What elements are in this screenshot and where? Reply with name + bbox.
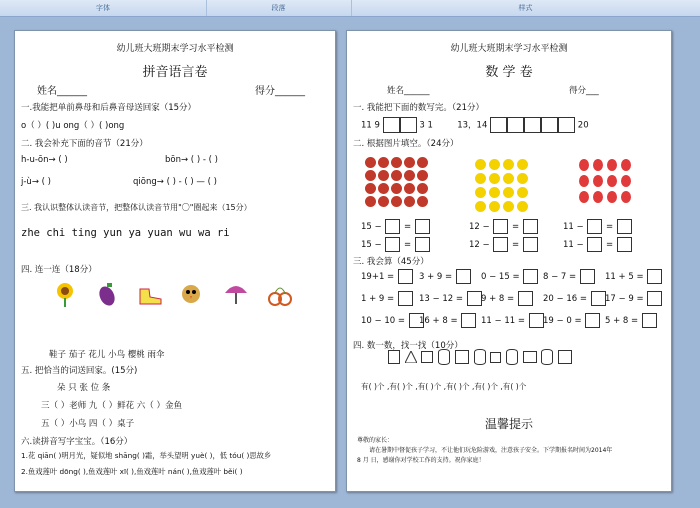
strawberry-icon <box>579 175 589 187</box>
picture-equation-row <box>361 219 431 234</box>
calc-item <box>543 291 607 306</box>
answer-box[interactable] <box>529 313 544 328</box>
apple-icon <box>404 157 415 168</box>
eq-label: 11 − <box>563 222 584 232</box>
chick-icon <box>503 187 514 198</box>
strawberry-icon <box>593 191 603 203</box>
strawberry-icon <box>579 191 589 203</box>
apple-icon <box>404 170 415 181</box>
apples-picture <box>365 157 428 207</box>
answer-box[interactable] <box>507 117 524 133</box>
right-q3-heading: 三. 我会算（45分） <box>353 257 429 267</box>
left-q6-row1: 1.花 qiān( )明月光，疑似地 shāng( )霜，举头望明 yuè( )，低 tóu( )思故乡 <box>21 451 272 460</box>
strawberry-icon <box>579 159 589 171</box>
calc-item <box>361 269 414 284</box>
left-q5-words: 朵 只 张 位 条 <box>57 383 111 393</box>
apple-icon <box>404 196 415 207</box>
calc-item <box>419 269 472 284</box>
calc-item <box>481 313 545 328</box>
answer-box[interactable] <box>558 117 575 133</box>
calc-item <box>605 269 663 284</box>
apple-icon <box>365 196 376 207</box>
cube-icon <box>455 350 469 364</box>
answer-box[interactable] <box>524 117 541 133</box>
apple-icon <box>365 183 376 194</box>
square-icon <box>421 351 433 363</box>
answer-box[interactable] <box>541 117 558 133</box>
eq-sign: = <box>404 240 412 250</box>
answer-box[interactable] <box>415 219 430 234</box>
strawberry-icon <box>593 159 603 171</box>
eq-label: 15 − <box>361 240 382 250</box>
chick-icon <box>517 173 528 184</box>
apple-icon <box>417 170 428 181</box>
answer-box[interactable] <box>385 219 400 234</box>
strawberry-icon <box>607 175 617 187</box>
seq-num: 13，14 <box>457 120 488 131</box>
eq-sign: = <box>606 222 614 232</box>
seq-num: 3 <box>419 120 425 131</box>
chick-icon <box>475 201 486 212</box>
sunflower-icon <box>53 281 77 307</box>
left-q2-heading: 二. 我会补充下面的音节（21分） <box>21 139 148 149</box>
seq-num: 1 <box>427 120 433 131</box>
picture-equation-row <box>361 237 431 252</box>
apple-icon <box>378 183 389 194</box>
strawberries-picture <box>579 159 631 203</box>
apple-icon <box>404 183 415 194</box>
cylinder-icon <box>438 349 450 365</box>
apple-icon <box>378 157 389 168</box>
answer-box[interactable] <box>456 269 471 284</box>
chick-icon <box>475 159 486 170</box>
tips-title: 温馨提示 <box>484 417 533 431</box>
calc-expression: 3 + 9 = <box>419 272 453 282</box>
picture-equation-row <box>563 219 633 234</box>
answer-box[interactable] <box>385 237 400 252</box>
shoe-icon <box>137 283 161 309</box>
answer-box[interactable] <box>493 237 508 252</box>
chick-icon <box>489 159 500 170</box>
answer-box[interactable] <box>398 291 413 306</box>
ribbon-group-paragraph[interactable]: 段落 <box>206 0 352 16</box>
left-q2-row2a: j-ù→ ( ) <box>21 177 51 187</box>
umbrella-icon <box>223 281 247 307</box>
answer-box[interactable] <box>591 291 606 306</box>
calc-expression: 10 − 10 = <box>361 316 405 326</box>
apple-icon <box>391 157 402 168</box>
left-q1-line: o（ ）( )u ong（ ）( )ong <box>21 121 125 131</box>
answer-box[interactable] <box>400 117 417 133</box>
calc-item <box>481 291 534 306</box>
triangle-icon <box>405 351 417 363</box>
answer-box[interactable] <box>415 237 430 252</box>
picture-equation-row <box>469 237 539 252</box>
right-score-field[interactable]: 得分___ <box>569 86 599 96</box>
chick-icon <box>489 173 500 184</box>
apple-icon <box>391 196 402 207</box>
rectangle-icon <box>388 350 400 364</box>
eggplant-icon <box>95 281 119 307</box>
chick-icon <box>503 159 514 170</box>
strawberry-icon <box>607 191 617 203</box>
calc-expression: 16 + 8 = <box>419 316 458 326</box>
left-q6-heading: 六.读拼音写字宝宝。（16分） <box>21 437 133 447</box>
eq-sign: = <box>512 222 520 232</box>
chick-icon <box>517 159 528 170</box>
picture-equation-row <box>469 219 539 234</box>
answer-box[interactable] <box>647 269 662 284</box>
right-q2-heading: 二. 根据图片填空。（24分） <box>353 139 459 149</box>
cylinder-icon <box>506 349 518 365</box>
calc-item <box>419 313 477 328</box>
tips-body-line2: 8 月 日，感谢你对学校工作的支持。祝你家庭！ <box>357 457 485 464</box>
strawberry-icon <box>621 175 631 187</box>
seq-num: 9 <box>374 120 380 131</box>
chick-icon <box>517 187 528 198</box>
calc-item <box>419 291 483 306</box>
calc-expression: 13 − 12 = <box>419 294 463 304</box>
apple-icon <box>391 183 402 194</box>
left-q2-row2b: qiōng→ ( ) - ( ) — ( ) <box>133 177 217 187</box>
answer-box[interactable] <box>383 117 400 133</box>
left-page-chinese-test <box>14 30 336 492</box>
eq-label: 11 − <box>563 240 584 250</box>
calc-item <box>605 313 658 328</box>
shapes-row <box>387 349 573 365</box>
calc-item <box>543 269 596 284</box>
apple-icon <box>391 170 402 181</box>
cube-icon <box>558 350 572 364</box>
calc-expression: 19 − 0 = <box>543 316 582 326</box>
strawberry-icon <box>607 159 617 171</box>
ribbon-bar <box>0 0 700 17</box>
chick-icon <box>503 173 514 184</box>
answer-box[interactable] <box>647 291 662 306</box>
apple-icon <box>378 196 389 207</box>
answer-box[interactable] <box>490 117 507 133</box>
right-header: 幼儿班大班期末学习水平检测 <box>450 44 568 54</box>
answer-box[interactable] <box>461 313 476 328</box>
chick-icon <box>475 173 486 184</box>
tips-salute: 尊敬的家长： <box>357 437 394 444</box>
picture-equation-row <box>563 237 633 252</box>
eq-sign: = <box>606 240 614 250</box>
answer-box[interactable] <box>587 237 602 252</box>
answer-box[interactable] <box>523 237 538 252</box>
left-name-field[interactable]: 姓名______ <box>37 86 87 97</box>
answer-box[interactable] <box>518 291 533 306</box>
calc-expression: 19+1 = <box>361 272 395 282</box>
ribbon-group-font[interactable]: 字体 <box>0 0 207 16</box>
apple-icon <box>365 157 376 168</box>
answer-box[interactable] <box>580 269 595 284</box>
cherry-icon <box>267 281 291 307</box>
left-q3-heading: 三. 我认识整体认读音节，把整体认读音节用"〇"圈起来（15分） <box>21 203 252 212</box>
bird-icon <box>179 281 203 307</box>
calc-item <box>361 291 414 306</box>
left-q6-row2: 2.鱼戏莲叶 dōng( ),鱼戏莲叶 xī( ),鱼戏莲叶 nán( ),鱼戏莲叶 běi( ) <box>21 467 243 476</box>
right-q1-heading: 一. 我能把下面的数写完。（21分） <box>353 103 484 113</box>
left-header: 幼儿班大班期末学习水平检测 <box>116 44 234 54</box>
calc-item <box>361 313 425 328</box>
ribbon-group-styles[interactable]: 样式 <box>518 4 533 12</box>
calc-expression: 8 − 7 = <box>543 272 577 282</box>
left-q5-row1: 三（ ）老师 九（ ）鲜花 六（ ）金鱼 <box>41 401 183 411</box>
strawberry-icon <box>593 175 603 187</box>
chick-icon <box>475 187 486 198</box>
square-icon <box>490 352 501 363</box>
calc-item <box>605 291 663 306</box>
chick-icon <box>489 201 500 212</box>
chick-icon <box>503 201 514 212</box>
left-q3-syllables: zhe chi ting yun ya yuan wu wa ri <box>21 227 230 239</box>
left-q5-heading: 五. 把恰当的词送回家。(15分) <box>21 366 138 376</box>
right-name-field[interactable]: 姓名______ <box>387 86 430 96</box>
eq-label: 12 − <box>469 222 490 232</box>
answer-box[interactable] <box>617 237 632 252</box>
seq-num: 20 <box>577 120 589 131</box>
answer-box[interactable] <box>585 313 600 328</box>
calc-expression: 11 − 11 = <box>481 316 525 326</box>
strawberry-icon <box>621 191 631 203</box>
answer-box[interactable] <box>587 219 602 234</box>
calc-expression: 5 + 8 = <box>605 316 639 326</box>
calc-expression: 20 − 16 = <box>543 294 587 304</box>
right-title: 数 学 卷 <box>485 65 533 80</box>
eq-label: 12 − <box>469 240 490 250</box>
left-q4-words: 鞋子 茄子 花儿 小鸟 樱桃 雨伞 <box>49 350 165 360</box>
calc-expression: 1 + 9 = <box>361 294 395 304</box>
chick-icon <box>517 201 528 212</box>
cylinder-icon <box>474 349 486 365</box>
answer-box[interactable] <box>493 219 508 234</box>
left-q5-row2: 五（ ）小鸟 四（ ）桌子 <box>41 419 135 429</box>
apple-icon <box>378 170 389 181</box>
eq-sign: = <box>512 240 520 250</box>
left-q2-row1b: bōn→ ( ) - ( ) <box>165 155 218 165</box>
calc-expression: 11 + 5 = <box>605 272 644 282</box>
eq-label: 15 − <box>361 222 382 232</box>
answer-box[interactable] <box>398 269 413 284</box>
apple-icon <box>417 183 428 194</box>
calc-expression: 9 + 8 = <box>481 294 515 304</box>
calc-expression: 0 − 15 = <box>481 272 520 282</box>
chicks-picture <box>475 159 528 212</box>
right-page-math-test <box>346 30 672 492</box>
left-q4-heading: 四. 连一连（18分） <box>21 265 97 275</box>
left-q2-row1a: h-u-ōn→ ( ) <box>21 155 68 165</box>
calc-item <box>481 269 539 284</box>
eq-sign: = <box>404 222 412 232</box>
cylinder-icon <box>541 349 553 365</box>
chick-icon <box>489 187 500 198</box>
strawberry-icon <box>621 159 631 171</box>
apple-icon <box>417 196 428 207</box>
answer-box[interactable] <box>617 219 632 234</box>
left-title: 拼音语言卷 <box>142 65 208 80</box>
apple-icon <box>365 170 376 181</box>
left-score-field[interactable]: 得分______ <box>255 86 305 97</box>
answer-box[interactable] <box>523 219 538 234</box>
answer-box[interactable] <box>523 269 538 284</box>
tips-body-line1: 请在暑期中督促孩子学习，不让他们玩危险游戏，注意孩子安全。下学期报名时间为2014年 <box>369 447 613 454</box>
apple-icon <box>417 157 428 168</box>
number-sequence-row <box>361 117 589 133</box>
cuboid-icon <box>523 351 537 363</box>
answer-box[interactable] <box>467 291 482 306</box>
right-q4-heading: 四. 数一数，找一找（10分） <box>353 341 463 351</box>
left-q1-heading: 一.我能把单前鼻母和后鼻音母送回家（15分） <box>21 103 197 113</box>
right-q4-answer: 有( )个 ,有( )个 ,有( )个 ,有( )个 ,有( )个 ,有( )个 <box>361 382 527 391</box>
seq-num: 11 <box>361 120 372 131</box>
calc-expression: 17 − 9 = <box>605 294 644 304</box>
answer-box[interactable] <box>642 313 657 328</box>
calc-item <box>543 313 601 328</box>
